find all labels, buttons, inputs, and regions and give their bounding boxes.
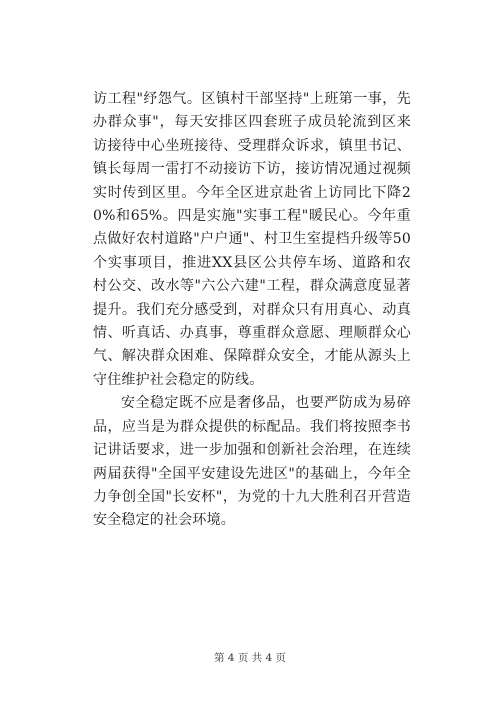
page-number-label: 第 4 页 共 4 页: [213, 652, 287, 664]
body-text: [93, 88, 411, 533]
paragraph-continuation: 访工程"纾怨气。区镇村干部坚持"上班第一事，先办群众事"，每天安排区四套班子成员轮流到区来访接待中心坐班接待、受理群众诉求，镇里书记、镇长每周一雷打不动接访下访，接访情况通过视频实时传到区里。今年全区进京赴省上访同比下降20%和65%。四是实施"实事工程"暖民心。今年重点做好农村道路"户户通"、村卫生室提档升级等50个实事项目，推进XX县区公共停车场、道路和农村公交、改水等"六公六建"工程，群众满意度显著提升。我们充分感受到，对群众只有用真心、动真情、听真话、办真事，尊重群众意愿、理顺群众心气、解决群众困难、保障群众安全，才能从源头上守住维护社会稳定的防线。: [93, 91, 411, 388]
paragraph-conclusion: 安全稳定既不应是奢侈品，也要严防成为易碎品，应当是为群众提供的标配品。我们将按照李书记讲话要求，进一步加强和创新社会治理，在连续两届获得"全国平安建设先进区"的基础上，今年全力争创全国"长安杯"，为党的十九大胜利召开营造安全稳定的社会环境。: [93, 395, 411, 529]
page-footer: [0, 651, 500, 665]
